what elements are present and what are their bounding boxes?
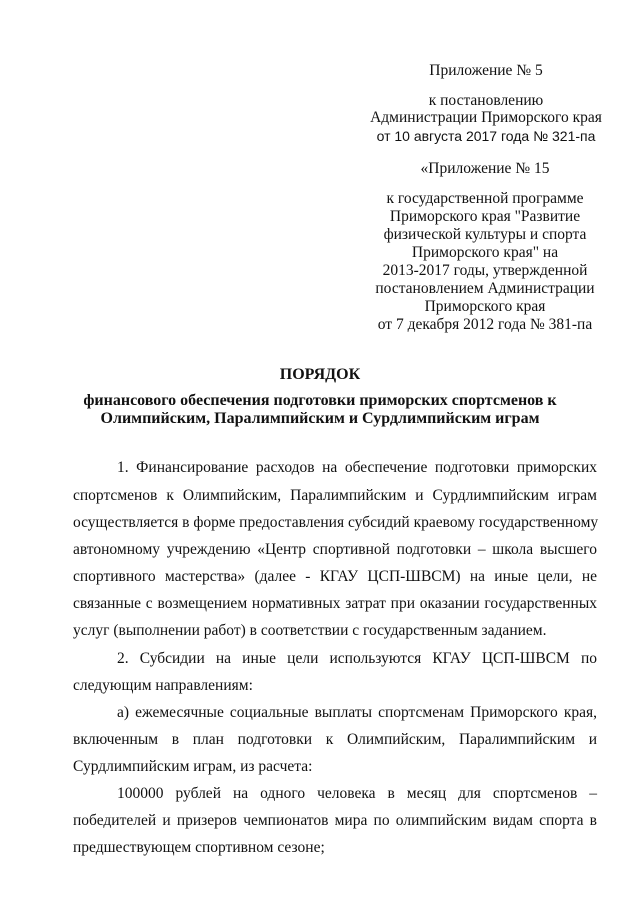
original-appendix-line: к государственной программе	[386, 190, 584, 207]
original-appendix-line: Приморского края "Развитие	[389, 208, 581, 225]
original-appendix-line: от 7 декабря 2012 года № 381-па	[377, 316, 593, 333]
appendix-to-decree: к постановлению	[428, 92, 544, 109]
paragraph-line: 2. Субсидии на иные цели используются КГАУ ЦСП-ШВСМ по	[117, 650, 597, 667]
paragraph-line: Сурдлимпийским играм, из расчета:	[73, 758, 313, 775]
original-appendix-line: физической культуры и спорта	[383, 226, 587, 243]
document-subtitle-line1: финансового обеспечения подготовки приморских спортсменов к	[83, 392, 557, 409]
original-appendix-line: Приморского края" на	[411, 244, 559, 261]
paragraph-line: 1. Финансирование расходов на обеспечение подготовки приморских	[117, 459, 597, 476]
paragraph-line: автономному учреждению «Центр спортивной подготовки – школа высшего	[73, 541, 597, 558]
original-appendix-line: Приморского края	[424, 298, 546, 315]
paragraph-line: следующим направлениям:	[73, 677, 253, 694]
appendix-decree-date-number: от 10 августа 2017 года № 321-па	[376, 128, 596, 144]
original-appendix-line: «Приложение № 15	[420, 160, 550, 177]
paragraph-line: услуг (выполнении работ) в соответствии с государственным заданием.	[73, 622, 547, 639]
appendix-administration: Администрации Приморского края	[370, 109, 602, 126]
paragraph-line: связанные с возмещением нормативных затрат при оказании государственных	[73, 595, 597, 612]
paragraph-line: спортивного мастерства» (далее - КГАУ ЦСП-ШВСМ) на иные цели, не	[73, 568, 597, 585]
paragraph-line: победителей и призеров чемпионатов мира по олимпийским видам спорта в	[73, 812, 597, 829]
paragraph-line: спортсменов к Олимпийским, Паралимпийским и Сурдлимпийским играм	[73, 487, 597, 504]
original-appendix-line: 2013-2017 годы, утвержденной	[382, 262, 588, 279]
paragraph-line: включенным в план подготовки к Олимпийским, Паралимпийским и	[73, 731, 597, 748]
paragraph-line: 100000 рублей на одного человека в месяц для спортсменов –	[117, 785, 597, 802]
original-appendix-line: постановлением Администрации	[375, 280, 595, 297]
document-subtitle-line2: Олимпийским, Паралимпийским и Сурдлимпийским играм	[100, 410, 540, 427]
document-heading: ПОРЯДОК	[279, 366, 361, 383]
paragraph-line: предшествующем спортивном сезоне;	[73, 839, 325, 856]
paragraph-line: а) ежемесячные социальные выплаты спортсменам Приморского края,	[117, 704, 597, 721]
paragraph-line: осуществляется в форме предоставления субсидий краевому государственному	[73, 514, 599, 531]
appendix-number: Приложение № 5	[429, 62, 543, 79]
